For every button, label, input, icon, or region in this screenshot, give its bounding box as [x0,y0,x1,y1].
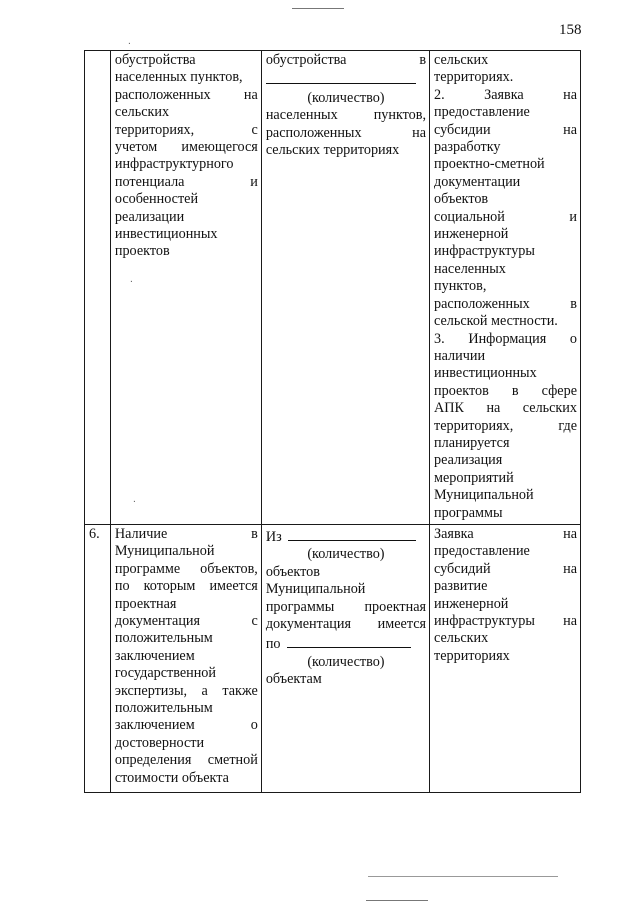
quantity-blank [266,69,416,84]
quantity-label: (количество) [307,89,385,106]
criterion-cell [110,524,261,792]
scan-speck-2: ˑ [130,278,133,289]
text-line: мероприятий [434,469,514,486]
text-line: заключением о [114,717,258,734]
documents-cell [430,51,581,525]
text-line: 2. Заявка на [434,86,577,103]
text-line: 3. Информация о [434,330,577,347]
text-line: проектов [114,243,170,260]
text-line: субсидий на [434,560,577,577]
text-line: инфраструктуры на [434,613,577,629]
table-row [85,51,581,525]
text-line: заключением [114,647,195,664]
text-line: расположенных на [114,86,258,103]
text-line: сельской местности. [434,313,558,330]
text-line: пунктов, [434,278,487,295]
text-line: потенциала и [114,173,258,190]
text-line: территориях [434,647,510,664]
text-line: сельских [434,630,489,647]
rule-tail: объектам [265,671,322,688]
quantity-blank [288,526,416,541]
row-number-cell [85,524,111,792]
quantity-label: (количество) [307,546,385,563]
text-line: инвестиционных [114,226,218,243]
text-line: разработку [434,139,501,156]
text-line: положительным [114,700,213,717]
criteria-table [84,50,581,793]
text-line: документация имеется [265,616,427,632]
text-line: обустройства [114,52,196,68]
text-line: Наличие в [114,525,258,542]
text-line: развитие [434,578,488,595]
criterion-text [115,526,258,787]
quantity-blank-2 [287,633,411,648]
text-line: субсидии на [434,121,577,138]
text-line: учетом имеющегося [114,139,258,156]
documents-text [434,52,577,522]
text-line: проектно-сметной [434,156,545,173]
text-line: предоставление [434,543,530,560]
rule-cell [261,51,429,525]
text-line: инфраструктурного [114,156,234,173]
criterion-cell [110,51,261,525]
text-line: Заявка на [434,525,577,542]
text-line: населенных [434,260,506,277]
text-line: населенных пунктов, [114,69,243,86]
rule-from-line: Из [266,526,426,546]
text-line: экспертизы, а также [114,682,258,699]
text-line: АПК на сельских [434,400,577,417]
text-line: территориях. [434,69,514,86]
text-line: проектная [114,595,177,612]
quantity-label-2: (количество) [307,653,385,670]
text-line: Муниципальной [434,487,534,504]
text-line: достоверности [114,734,205,751]
text-line: определения сметной [114,752,258,769]
text-line: по которым имеется [114,578,258,595]
text-line: объектов [265,563,320,580]
text-line: сельских [114,104,170,121]
rule-by-line: по [266,633,426,653]
text-line: наличии [434,347,486,364]
documents-cell [430,524,581,792]
documents-text [434,526,577,665]
row-number: 6. [89,525,100,542]
text-line: предоставление [434,104,530,121]
row-number-cell [85,51,111,525]
text-line: реализация [434,452,503,469]
text-line: территориях, с [114,121,258,138]
text-line: сельских территориях [265,142,400,159]
text-line: расположенных на [265,124,427,141]
rule-text [266,564,426,634]
text-line: положительным [114,630,213,647]
rule-text [266,107,426,159]
text-line: инженерной [434,226,509,243]
scan-mark-bottom-1 [368,876,558,877]
scan-speck-3: ˑ [133,498,136,509]
text-line: программы [434,504,503,521]
text-line: инфраструктуры [434,243,535,260]
rule-first-line: обустройства в [265,52,427,68]
text-line: инвестиционных [434,365,537,382]
criterion-text [115,52,258,261]
text-line: реализации [114,208,185,225]
text-line: программе объектов, [114,560,258,577]
text-line: планируется [434,434,510,451]
page-number: 158 [559,22,582,38]
table-row [85,524,581,792]
text-line: документация с [114,613,258,629]
text-line: инженерной [434,595,509,612]
text-line: проектов в сфере [434,382,577,399]
rule-cell [261,524,429,792]
text-line: населенных пунктов, [265,107,427,124]
scan-mark-bottom-2 [366,900,428,901]
text-line: стоимости объекта [114,769,229,786]
text-line: Муниципальной [114,543,215,560]
text-line: государственной [114,665,216,682]
text-line: программы проектная [265,598,427,615]
text-line: Муниципальной [265,581,366,598]
text-line: расположенных в [434,295,577,312]
text-line: объектов [434,191,489,208]
text-line: особенностей [114,191,199,208]
scan-speck-1: ˑ [128,40,131,51]
scan-mark-top [292,8,344,9]
text-line: документации [434,173,521,190]
quantity-blank-line [266,69,426,89]
text-line: территориях, где [434,417,577,434]
text-line: социальной и [434,208,577,225]
text-line: сельских [434,52,489,68]
